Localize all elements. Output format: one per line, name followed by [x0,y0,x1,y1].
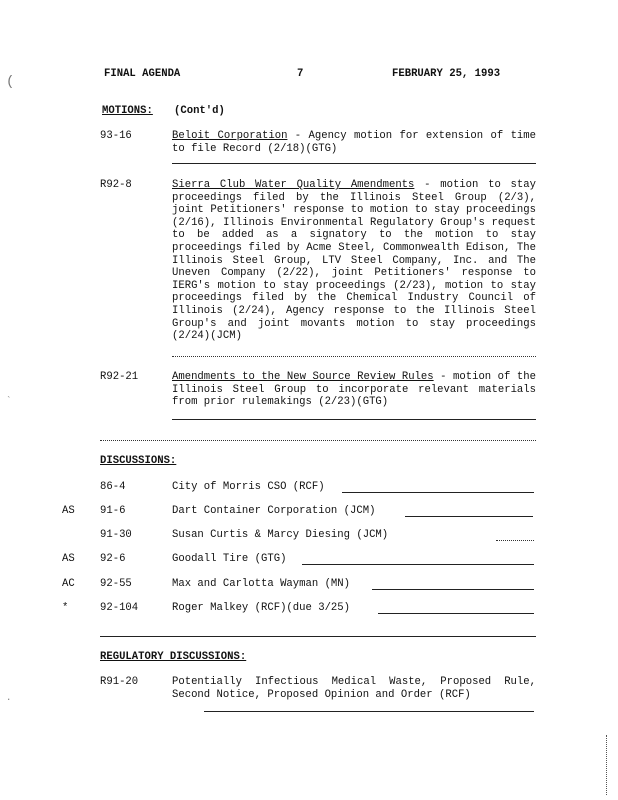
motions-contd: (Cont'd) [174,105,225,117]
motion-description: - motion of the Illinois Steel Group to incorporate relevant materials from prior rulemakings (2/23)(GTG) [172,371,536,409]
motion-description: - motion to stay proceedings filed by the Illinois Steel Group (2/3), joint Petitioners' response to motion to stay proceedings (2/16), Illinois Environmental Regulatory Group's request to be added as a signatory to the motion to stay proceedings filed by Acme Steel, Commonwealth Edison, The Illinois Steel Group, LTV Steel Company, Inc. and The Uneven Company (2/22), joint Petitioners' response to IERG's motion to stay proceedings (2/23), motion to stay proceedings filed by the Chemical Industry Council of Illinois (2/24), Agency response to the Illinois Steel Group's and joint movants motion to stay proceedings (2/24)(JCM) [172,179,536,343]
case-number: 92-104 [100,602,139,614]
motion-number: 93-16 [100,130,132,142]
motion-text [172,179,536,343]
section-divider [100,636,536,637]
motion-text [172,130,536,155]
status-mark: AC [62,578,75,590]
case-number: 91-30 [100,529,132,541]
motion-number: R92-8 [100,179,132,191]
page-number: 7 [297,68,304,80]
signature-line [204,711,534,712]
case-number: 92-55 [100,578,132,590]
motions-heading: MOTIONS: [102,105,153,117]
case-number: 91-6 [100,505,126,517]
signature-line [172,356,536,357]
scan-mark: ( [6,74,15,90]
signature-line [342,492,534,493]
case-title: Roger Malkey (RCF)(due 3/25) [172,602,351,614]
section-divider [100,440,536,441]
case-title: Dart Container Corporation (JCM) [172,505,376,517]
signature-line [405,516,533,517]
signature-line [172,163,536,164]
signature-line [378,613,534,614]
regulatory-discussions-heading: REGULATORY DISCUSSIONS: [100,651,247,663]
case-title: City of Morris CSO (RCF) [172,481,325,493]
status-mark: AS [62,553,75,565]
case-title: Max and Carlotta Wayman (MN) [172,578,351,590]
rule-number: R91-20 [100,676,139,688]
signature-line [302,564,534,565]
status-mark: AS [62,505,75,517]
case-title: Goodall Tire (GTG) [172,553,287,565]
scan-artifact [606,735,607,795]
scan-mark: ` [6,396,12,406]
signature-line [372,589,534,590]
case-number: 92-6 [100,553,126,565]
motion-text [172,371,536,409]
motion-title: Sierra Club Water Quality Amendments [172,179,415,191]
motion-title: Beloit Corporation [172,130,288,142]
case-title: Susan Curtis & Marcy Diesing (JCM) [172,529,389,541]
status-mark: * [62,602,69,614]
motion-description: - Agency motion for extension of time to file Record (2/18)(GTG) [172,130,537,155]
scan-mark: . [6,693,12,703]
signature-line [172,419,536,420]
rule-text: Potentially Infectious Medical Waste, Proposed Rule, Second Notice, Proposed Opinion and Order (RCF) [172,676,536,701]
motion-number: R92-21 [100,371,139,383]
signature-line [496,540,534,541]
motion-title: Amendments to the New Source Review Rules [172,371,434,383]
case-number: 86-4 [100,481,126,493]
agenda-date: FEBRUARY 25, 1993 [392,68,501,80]
discussions-heading: DISCUSSIONS: [100,455,177,467]
agenda-title: FINAL AGENDA [104,68,181,80]
